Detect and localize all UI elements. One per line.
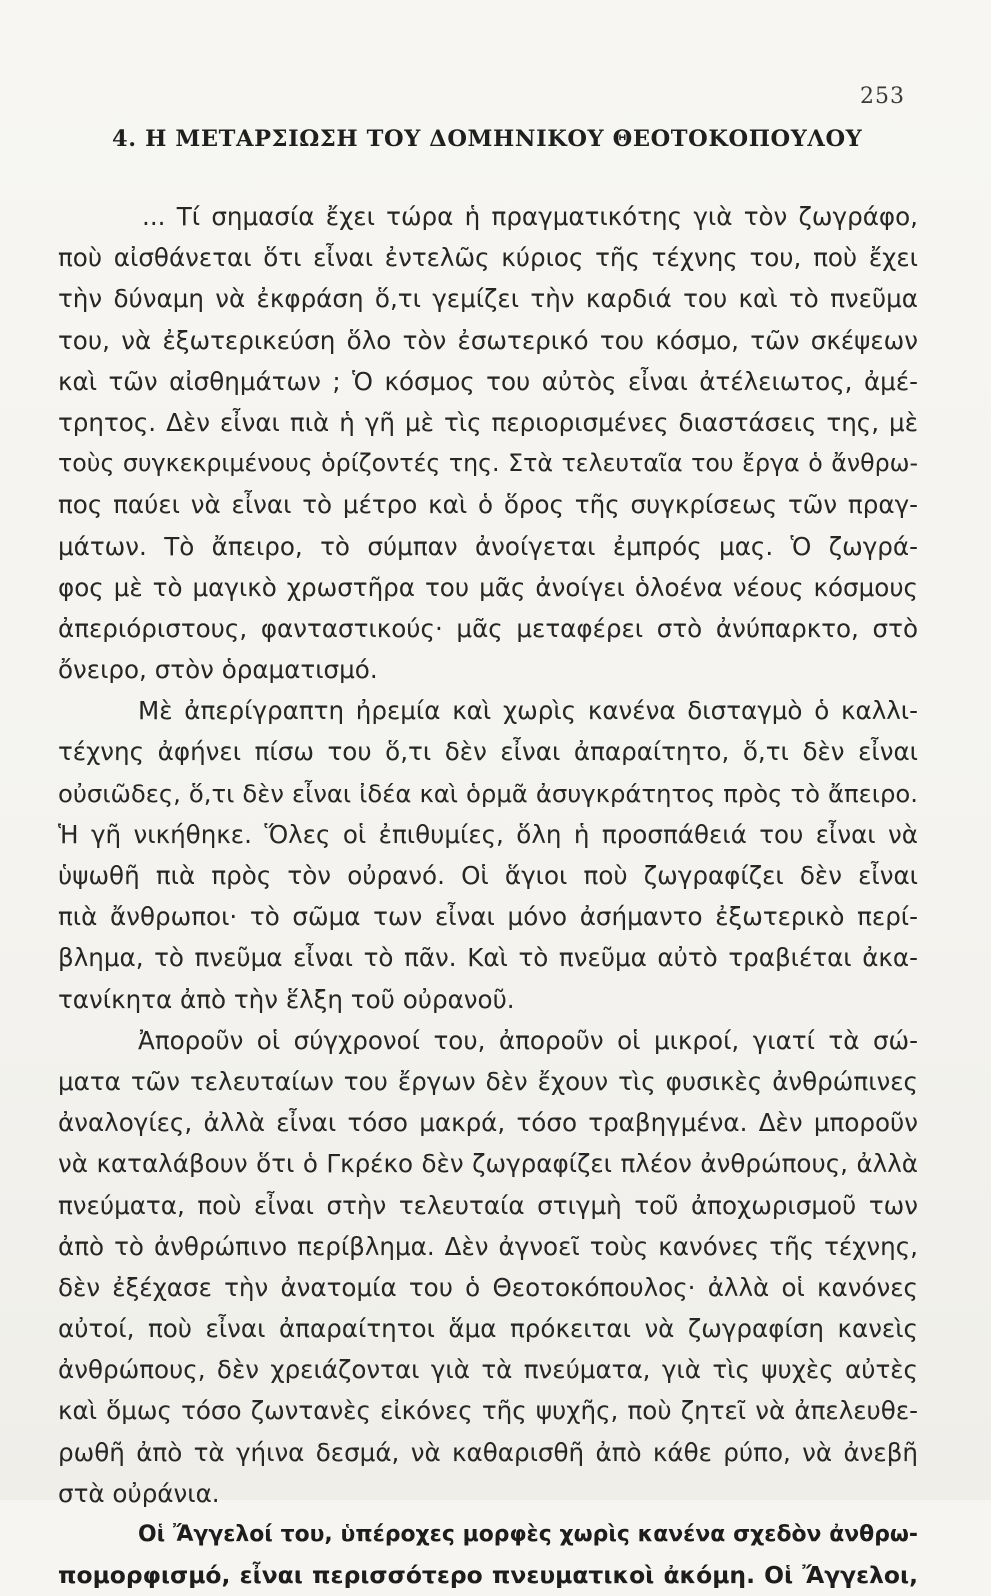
- text-line: τρητος. Δὲν εἶναι πιὰ ἡ γῆ μὲ τὶς περιορισμένες διαστάσεις της, μὲ: [58, 407, 918, 437]
- page-number: 253: [860, 84, 905, 109]
- text-line: ἀνθρώπους, δὲν χρειάζονται γιὰ τὰ πνεύματα, γιὰ τὶς ψυχὲς αὐτὲς: [58, 1355, 918, 1385]
- text-line: δὲν ἐξέχασε τὴν ἀνατομία του ὁ Θεοτοκόπουλος· ἀλλὰ οἱ κανόνες: [58, 1272, 918, 1302]
- text-line: του, νὰ ἐξωτερικεύση ὅλο τὸν ἐσωτερικό του κόσμο, τῶν σκέψεων: [58, 325, 918, 355]
- text-line: αὐτοί, ποὺ εἶναι ἀπαραίτητοι ἅμα πρόκειται νὰ ζωγραφίση κανεὶς: [58, 1314, 918, 1344]
- text-line: ἀπὸ τὸ ἀνθρώπινο περίβλημα. Δὲν ἀγνοεῖ τοὺς κανόνες τῆς τέχνης,: [58, 1231, 918, 1261]
- text-line: ὄνειρο, στὸν ὁραματισμό.: [58, 655, 378, 685]
- text-line: βλημα, τὸ πνεῦμα εἶναι τὸ πᾶν. Καὶ τὸ πνεῦμα αὐτὸ τραβιέται ἀκα-: [58, 943, 918, 973]
- text-line: τὴν δύναμη νὰ ἐκφράση ὅ,τι γεμίζει τὴν καρδιά του καὶ τὸ πνεῦμα: [58, 284, 918, 314]
- text-line: Ἡ γῆ νικήθηκε. Ὅλες οἱ ἐπιθυμίες, ὅλη ἡ προσπάθειά του εἶναι νὰ: [58, 819, 918, 849]
- text-line: ... Τί σημασία ἔχει τώρα ἡ πραγματικότης γιὰ τὸν ζωγράφο,: [142, 202, 918, 231]
- text-line: πος παύει νὰ εἶναι τὸ μέτρο καὶ ὁ ὅρος τῆς συγκρίσεως τῶν πραγ-: [58, 490, 918, 520]
- text-line: ρωθῆ ἀπὸ τὰ γήινα δεσμά, νὰ καθαρισθῆ ἀπὸ κάθε ρύπο, νὰ ἀνεβῆ: [58, 1437, 918, 1467]
- body-text: [58, 196, 918, 1596]
- text-line: τέχνης ἀφήνει πίσω του ὅ,τι δὲν εἶναι ἀπαραίτητο, ὅ,τι δὲν εἶναι: [58, 737, 918, 767]
- text-line: ἀναλογίες, ἀλλὰ εἶναι τόσο μακρά, τόσο τραβηγμένα. Δὲν μποροῦν: [58, 1108, 918, 1138]
- text-line: στὰ οὐράνια.: [58, 1478, 220, 1508]
- text-line: τανίκητα ἀπὸ τὴν ἕλξη τοῦ οὐρανοῦ.: [58, 984, 515, 1014]
- text-line: ἀπεριόριστους, φανταστικούς· μᾶς μεταφέρει στὸ ἀνύπαρκτο, στὸ: [58, 613, 918, 643]
- text-line: πνεύματα, ποὺ εἶναι στὴν τελευταία στιγμὴ τοῦ ἀποχωρισμοῦ των: [58, 1190, 918, 1220]
- text-line: ὑψωθῆ πιὰ πρὸς τὸν οὐρανό. Οἱ ἅγιοι ποὺ ζωγραφίζει δὲν εἶναι: [58, 861, 918, 890]
- text-line: πομορφισμό, εἶναι περισσότερο πνευματικοὶ ἀκόμη. Οἱ Ἄγγελοι,: [58, 1561, 918, 1590]
- text-line: καὶ ὅμως τόσο ζωντανὲς εἰκόνες τῆς ψυχῆς, ποὺ ζητεῖ νὰ ἀπελευθε-: [58, 1396, 918, 1426]
- text-line: πιὰ ἄνθρωποι· τὸ σῶμα των εἶναι μόνο ἀσήμαντο ἐξωτερικὸ περί-: [58, 902, 918, 932]
- text-line: Οἱ Ἄγγελοί του, ὑπέροχες μορφὲς χωρὶς κανένα σχεδὸν ἀνθρω-: [138, 1522, 918, 1547]
- text-line: Ἀποροῦν οἱ σύγχρονοί του, ἀποροῦν οἱ μικροί, γιατί τὰ σώ-: [138, 1025, 918, 1055]
- text-line: οὐσιῶδες, ὅ,τι δὲν εἶναι ἰδέα καὶ ὁρμᾶ ἀσυγκράτητος πρὸς τὸ ἄπειρο.: [58, 778, 918, 808]
- chapter-title: 4. Η ΜΕΤΑΡΣΙΩΣΗ ΤΟΥ ΔΟΜΗΝΙΚΟΥ ΘΕΟΤΟΚΟΠΟΥΛΟΥ: [112, 126, 863, 152]
- text-line: Μὲ ἀπερίγραπτη ἠρεμία καὶ χωρὶς κανένα δισταγμὸ ὁ καλλι-: [138, 696, 918, 726]
- text-line: μάτων. Τὸ ἄπειρο, τὸ σύμπαν ἀνοίγεται ἐμπρός μας. Ὁ ζωγρά-: [58, 531, 918, 561]
- text-line: τοὺς συγκεκριμένους ὁρίζοντές της. Στὰ τελευταῖα του ἔργα ὁ ἄνθρω-: [58, 449, 918, 478]
- text-line: ποὺ αἰσθάνεται ὅτι εἶναι ἐντελῶς κύριος τῆς τέχνης του, ποὺ ἔχει: [58, 243, 918, 273]
- text-line: ματα τῶν τελευταίων του ἔργων δὲν ἔχουν τὶς φυσικὲς ἀνθρώπινες: [58, 1066, 918, 1096]
- text-line: φος μὲ τὸ μαγικὸ χρωστῆρα του μᾶς ἀνοίγει ὁλοένα νέους κόσμους: [58, 572, 918, 602]
- text-line: καὶ τῶν αἰσθημάτων ; Ὁ κόσμος του αὐτὸς εἶναι ἀτέλειωτος, ἀμέ-: [58, 366, 918, 396]
- text-line: νὰ καταλάβουν ὅτι ὁ Γκρέκο δὲν ζωγραφίζει πλέον ἀνθρώπους, ἀλλὰ: [58, 1149, 918, 1179]
